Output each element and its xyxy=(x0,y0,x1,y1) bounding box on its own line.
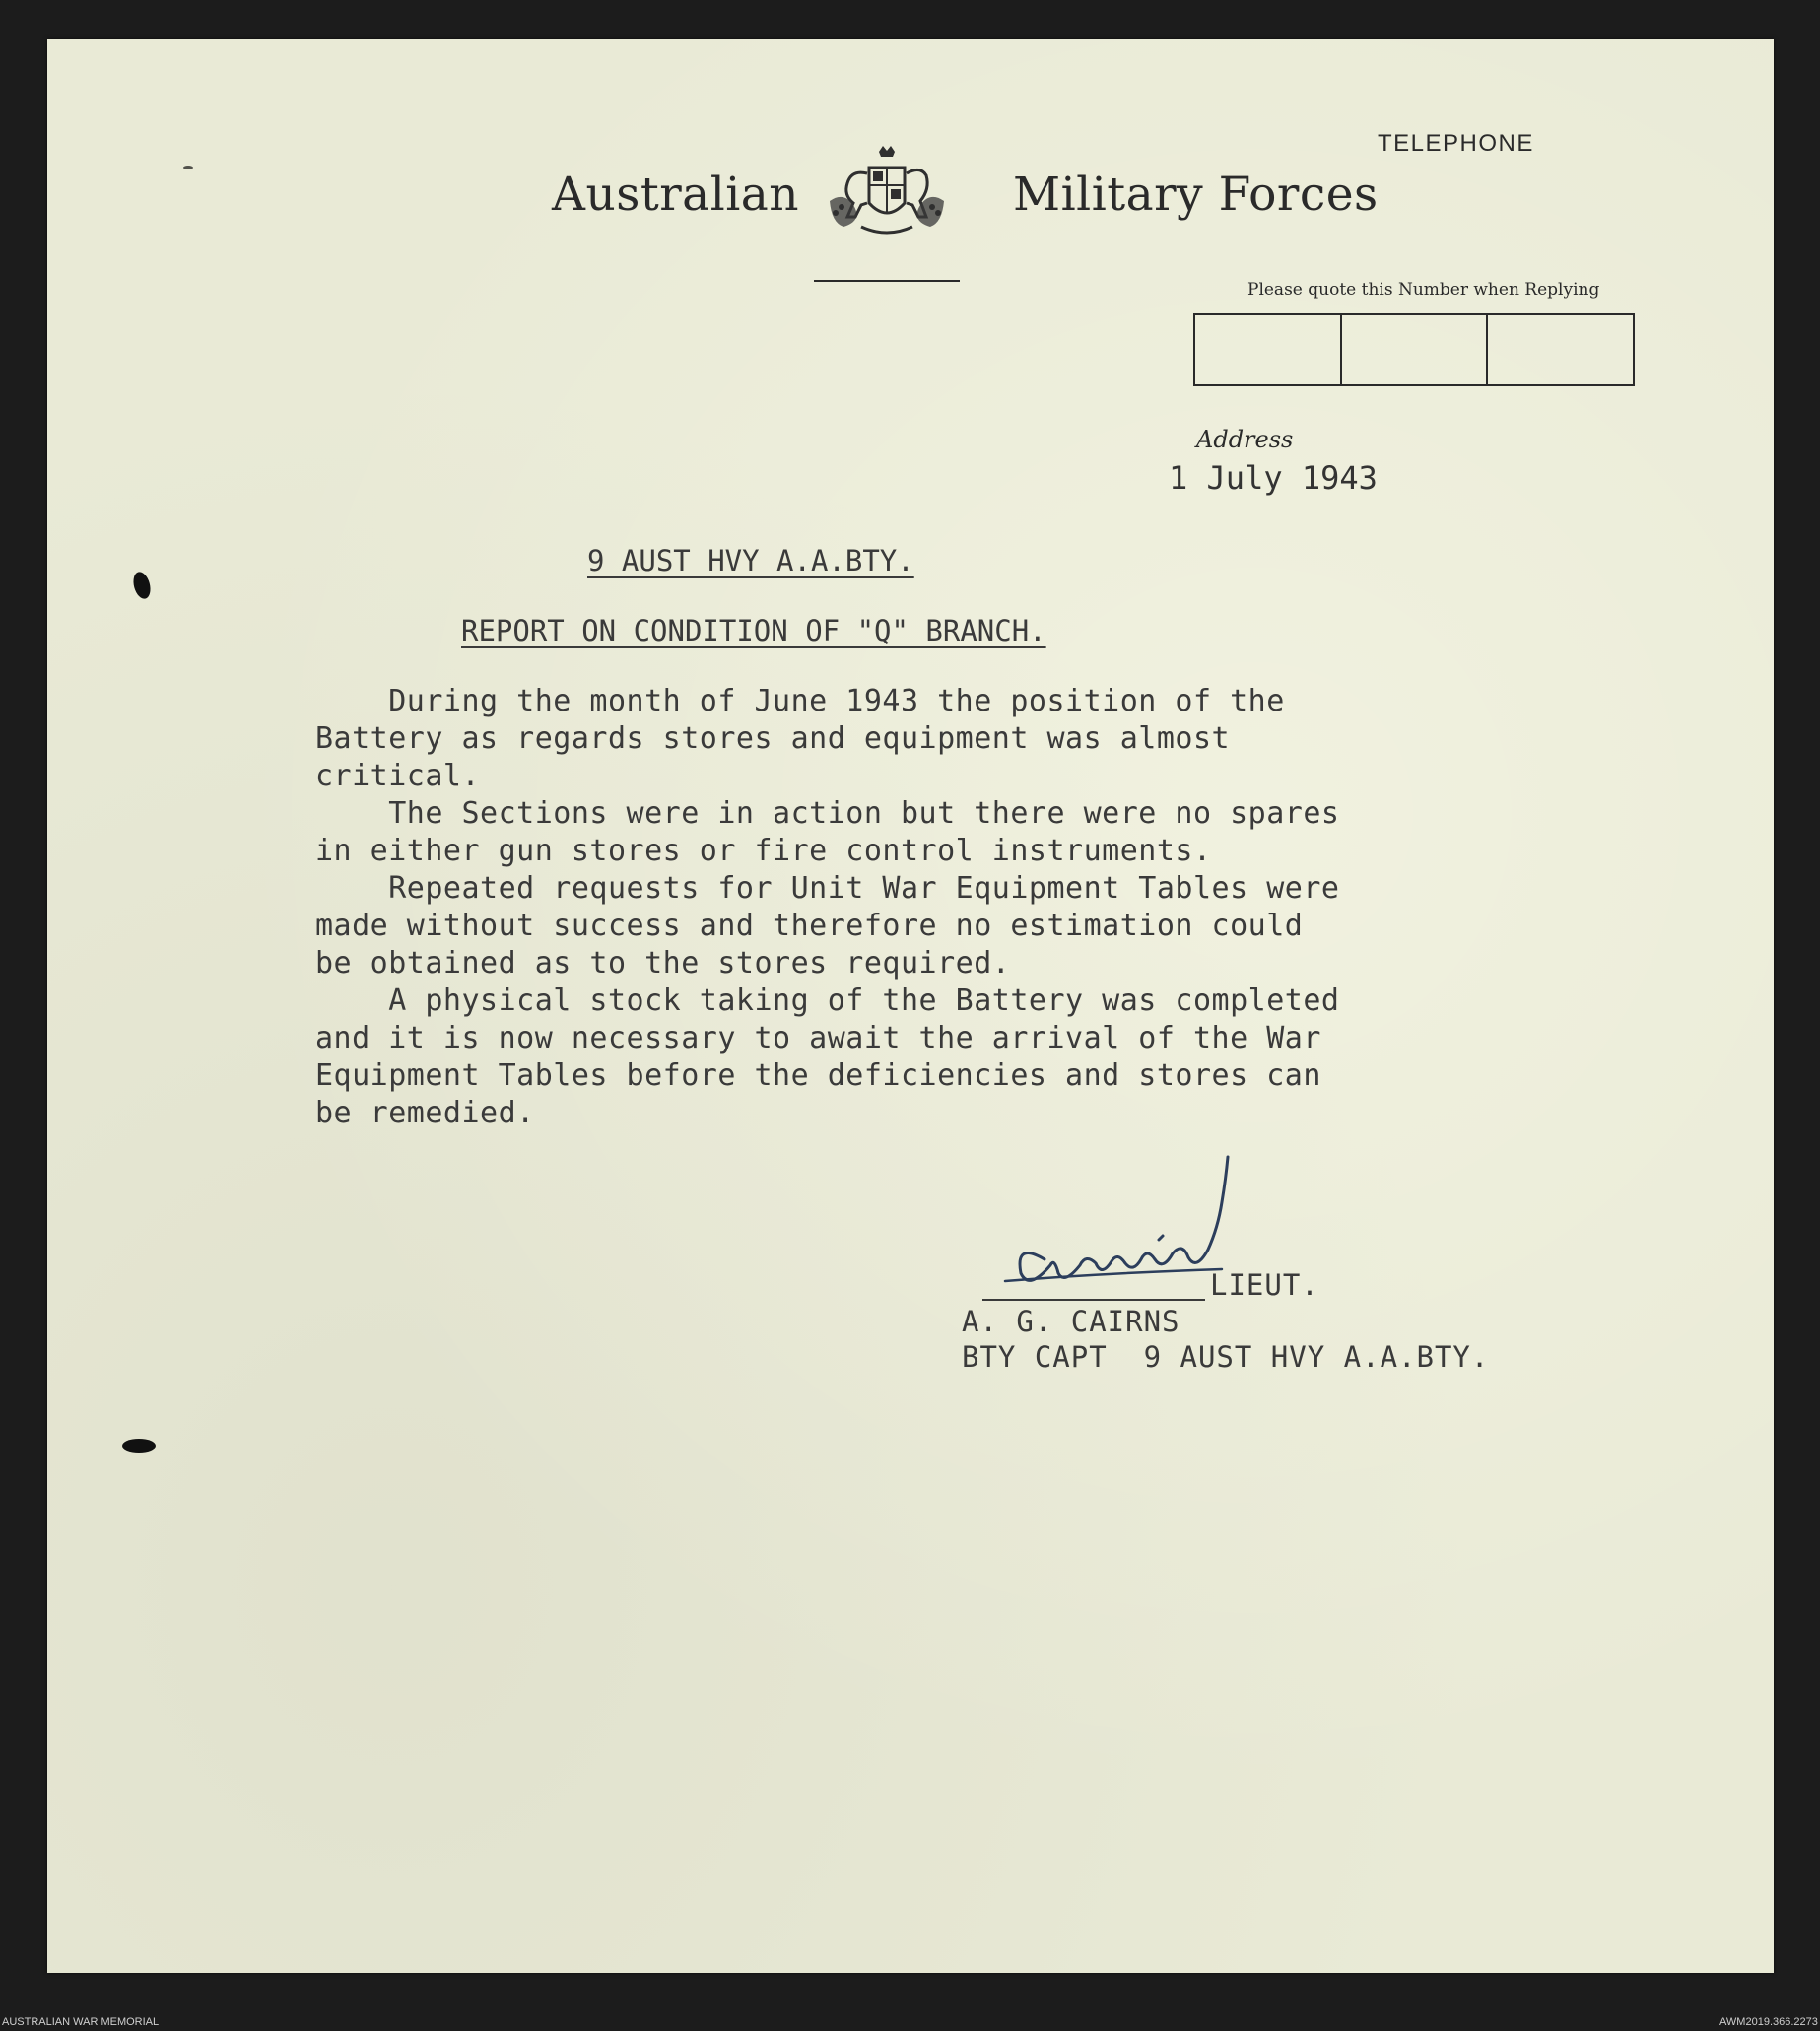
signatory-position: BTY CAPT 9 AUST HVY A.A.BTY. xyxy=(962,1340,1490,1374)
letter-page xyxy=(47,39,1774,1973)
coat-of-arms-icon xyxy=(824,144,950,240)
body-line: Equipment Tables before the deficiencies and stores can xyxy=(315,1058,1321,1093)
body-line: critical. xyxy=(315,759,481,793)
body-line: be remedied. xyxy=(315,1096,535,1130)
punch-hole xyxy=(131,570,154,600)
reference-number-boxes xyxy=(1193,313,1635,386)
quote-number-label: Please quote this Number when Replying xyxy=(1247,280,1600,300)
punch-hole xyxy=(122,1439,156,1453)
telephone-label: TELEPHONE xyxy=(1378,130,1534,157)
signatory-name: A. G. CAIRNS xyxy=(962,1305,1180,1338)
letterhead-rule xyxy=(814,280,960,282)
body-line: A physical stock taking of the Battery was completed xyxy=(315,983,1340,1018)
body-line: and it is now necessary to await the arrival of the War xyxy=(315,1021,1321,1055)
letterhead-left-title: Australian xyxy=(552,168,800,222)
letter-date: 1 July 1943 xyxy=(1169,459,1378,497)
body-line: During the month of June 1943 the position of the xyxy=(315,684,1285,718)
address-label: Address xyxy=(1196,426,1294,453)
reference-box xyxy=(1195,315,1342,384)
paper-mark xyxy=(183,166,193,169)
body-line: made without success and therefore no estimation could xyxy=(315,909,1304,943)
footer-left: AUSTRALIAN WAR MEMORIAL xyxy=(2,2016,160,2028)
body-line: The Sections were in action but there were no spares xyxy=(315,796,1340,831)
reference-box xyxy=(1488,315,1633,384)
body-line: in either gun stores or fire control instruments. xyxy=(315,834,1212,868)
unit-heading: 9 AUST HVY A.A.BTY. xyxy=(587,544,914,577)
signature-line xyxy=(982,1299,1205,1301)
body-line: Battery as regards stores and equipment was almost xyxy=(315,721,1231,756)
report-heading: REPORT ON CONDITION OF "Q" BRANCH. xyxy=(461,614,1046,647)
body-line: be obtained as to the stores required. xyxy=(315,946,1011,981)
reference-box xyxy=(1342,315,1489,384)
letterhead-right-title: Military Forces xyxy=(1013,168,1379,222)
signatory-rank: LIEUT. xyxy=(1210,1268,1319,1302)
letter-body xyxy=(315,683,1339,1132)
footer-right: AWM2019.366.2273 xyxy=(1719,2016,1818,2028)
body-line: Repeated requests for Unit War Equipment Tables were xyxy=(315,871,1340,906)
